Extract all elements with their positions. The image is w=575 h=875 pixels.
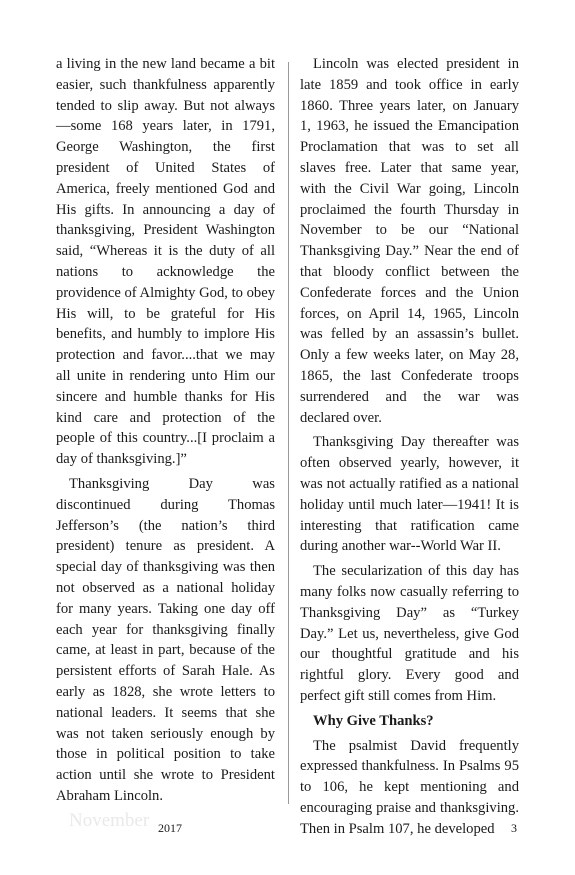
body-paragraph: Thanksgiving Day was discontinued during Thomas Jefferson’s (the nation’s third president) tenure as president. A special day of thanksgiving was then not observed as a national holiday for many years. Taking one day off each year for thanksgiving finally came, at least in part, because of the persistent efforts of Sarah Hale. As early as 1828, she wrote letters to national leaders. It seems that she was not taken seriously enough by those in political position to take action until she wrote to President Abraham Lincoln. (56, 475, 275, 804)
column-divider (288, 62, 289, 804)
body-paragraph: Lincoln was elected president in late 1859 and took office in early 1860. Three years later, on January 1, 1963, he issued the Emancipation Proclamation that was to set all slaves free. Later that same year, with the Civil War going, Lincoln proclaimed the fourth Thursday in November to be our “National Thanksgiving Day.” Near the end of that bloody conflict between the Confederate forces and the Union forces, on April 14, 1965, Lincoln was felled by an assassin’s bullet. Only a few weeks later, on May 28, 1865, the last Confederate troops surrendered and the war was declared over. (300, 56, 519, 426)
body-paragraph: The psalmist David frequently expressed thankfulness. In Psalms 95 to 106, he kept mentioning and encouraging praise and thanksgiving. Then in Psalm 107, he developed (300, 737, 519, 837)
right-column (300, 54, 519, 839)
footer-month-watermark: November (69, 810, 150, 831)
footer-year: 2017 (158, 821, 182, 835)
page-number: 3 (511, 821, 517, 835)
body-paragraph: a living in the new land became a bit easier, such thankfulness apparently tended to slip away. But not always—some 168 years later, in 1791, George Washington, the first president of United States of America, freely mentioned God and His gifts. In announcing a day of thanksgiving, President Washington said, “Whereas it is the duty of all nations to acknowledge the providence of Almighty God, to obey His will, to be grateful for His benefits, and humbly to implore His protection and favor....that we may all unite in rendering unto Him our sincere and humble thanks for His kind care and protection of the people of this country...[I proclaim a day of thanksgiving.]” (56, 56, 275, 468)
left-column (56, 54, 275, 807)
body-paragraph: Thanksgiving Day thereafter was often observed yearly, however, it was not actually ratified as a national holiday until much later—1941! It is interesting that ratification came during another war--World War II. (300, 434, 519, 555)
body-paragraph: The secularization of this day has many folks now casually referring to Thanksgiving Day” as “Turkey Day.” Let us, nevertheless, give God our thoughtful gratitude and his rightful glory. Every good and perfect gift still comes from Him. (300, 563, 519, 704)
section-heading: Why Give Thanks? (313, 712, 434, 729)
